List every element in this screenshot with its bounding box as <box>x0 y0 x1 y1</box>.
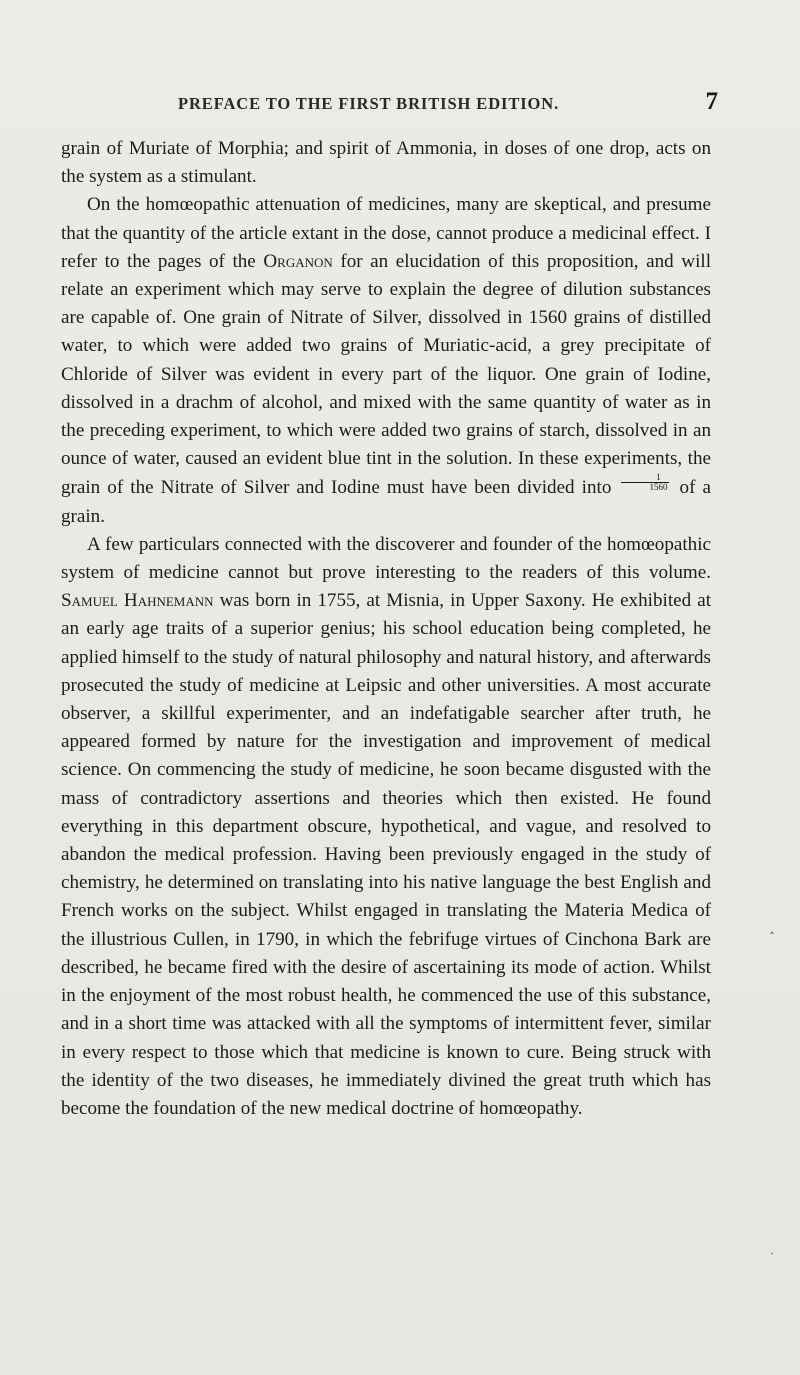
author-name: Samuel Hahnemann <box>61 590 214 612</box>
fraction <box>621 473 669 492</box>
running-title: PREFACE TO THE FIRST BRITISH EDITION. <box>178 94 560 113</box>
paragraph-3-text-rest: was born in 1755, at Misnia, in Upper Saxony. He exhibited at an early age traits of a superior genius; his school education being completed, he applied himself to the study of natural philosophy and natural history, and afterwards prosecuted the study of medicine at Leipsic and other universities. A most accurate observer, a skillful experimenter, and an indefatigable searcher after truth, he appeared formed by nature for the investigation and improvement of medical science. On commencing the study of medicine, he soon became disgusted with the mass of contradictory assertions and theories which then existed. He found everything in this department obscure, hypothetical, and vague, and resolved to abandon the medical profession. Having been previously engaged in the study of chemistry, he determined on translating into his native language the best English and French works on the subject. Whilst engaged in translating the Materia Medica of the illustrious Cullen, in 1790, in which the febrifuge virtues of Cinchona Bark are described, he became fired with the desire of ascertaining its mode of action. Whilst in the enjoyment of the most robust health, he commenced the use of this substance, and in a short time was attacked with all the symptoms of intermittent fever, similar in every respect to those which that medicine is known to cure. Being struck with the identity of the two diseases, he immediately divined the great truth which has become the foundation of the new medical doctrine of homœopathy. <box>61 590 711 1119</box>
page-number: 7 <box>705 88 718 115</box>
paragraph-3-text-start: A few particulars connected with the discoverer and founder of the homœopathic system of medicine cannot but prove interesting to the readers of this volume. <box>61 533 711 584</box>
paragraph-attenuation <box>61 191 711 530</box>
paragraph-2-text-end: of a grain. <box>61 477 711 527</box>
paragraph-continuation <box>61 135 711 191</box>
organon-reference: Organon <box>263 250 333 272</box>
margin-mark-icon: ‸ <box>770 920 775 934</box>
paragraph-1-text: grain of Muriate of Morphia; and spirit of Ammonia, in doses of one drop, acts on the system as a stimulant. <box>61 138 711 188</box>
paragraph-2-text-start: On the homœopathic attenuation of medicines, many are skeptical, and presume that the quantity of the article extant in the dose, cannot produce a medicinal effect. I refer to the pages of the <box>61 194 711 272</box>
paragraph-hahnemann <box>61 531 711 1123</box>
fraction-denominator: 1560 <box>649 482 668 493</box>
margin-dot-icon: · <box>770 1246 774 1260</box>
fraction-numerator: 1 <box>621 473 669 483</box>
paragraph-2-text-mid: for an elucidation of this proposition, and will relate an experiment which may serve to explain the degree of dilution substances are capable of. One grain of Nitrate of Silver, dissolved in 1560 grains of distilled water, to which were added two grains of Muriatic-acid, a grey precipitate of Chloride of Silver was evident in every part of the liquor. One grain of Iodine, dissolved in a drachm of alcohol, and mixed with the same quantity of water as in the preceding experiment, to which were added two grains of starch, dissolved in an ounce of water, caused an evident blue tint in the solution. In these experiments, the grain of the Nitrate of Silver and Iodine must have been divided into <box>61 250 711 499</box>
running-head <box>160 88 720 116</box>
body-text <box>61 135 711 1123</box>
